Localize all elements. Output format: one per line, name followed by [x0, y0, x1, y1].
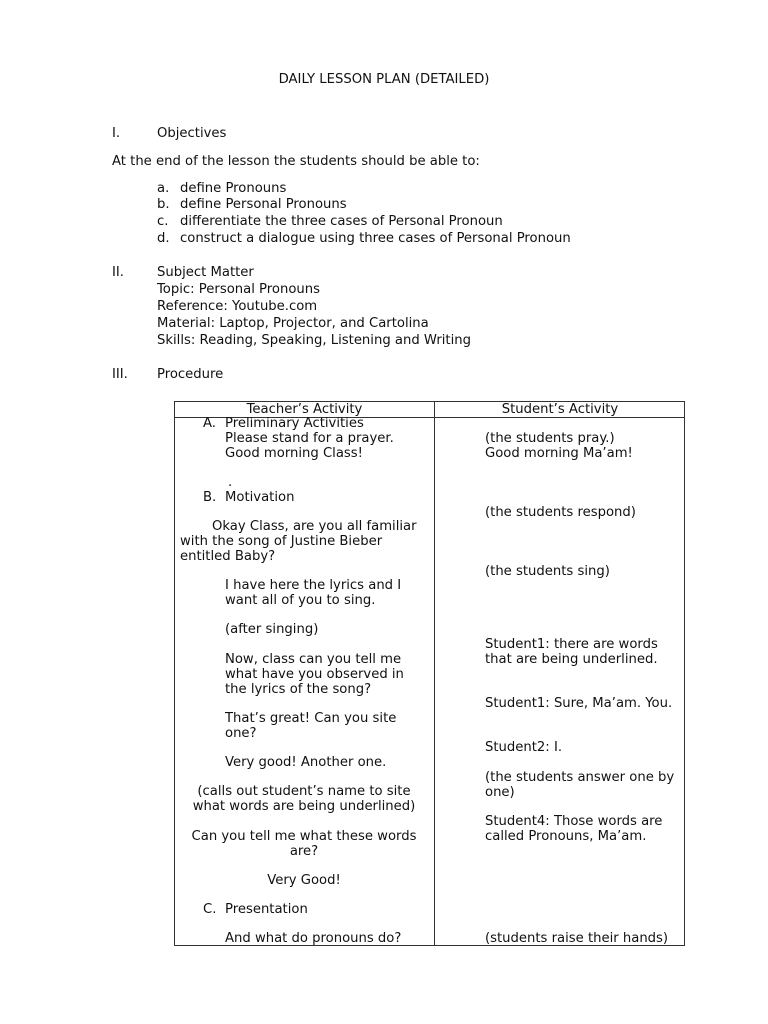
teacher-line: (after singing): [225, 622, 319, 637]
objective-item: define Personal Pronouns: [180, 197, 347, 212]
teacher-line: Can you tell me what these words: [191, 829, 417, 844]
motivation-label: Motivation: [225, 490, 295, 505]
section-2-number: II.: [112, 265, 124, 280]
student-line: (the students pray.): [485, 431, 615, 446]
student-line: one): [485, 785, 515, 800]
teacher-line: Please stand for a prayer.: [225, 431, 394, 446]
objectives-intro: At the end of the lesson the students should be able to:: [112, 154, 480, 169]
subject-material: Material: Laptop, Projector, and Cartolina: [157, 316, 429, 331]
subject-reference: Reference: Youtube.com: [157, 299, 318, 314]
section-letter: C.: [203, 902, 217, 917]
teacher-line: Very Good!: [267, 873, 341, 888]
objective-item: differentiate the three cases of Personal Pronoun: [180, 214, 503, 229]
student-line: called Pronouns, Ma’am.: [485, 829, 647, 844]
teacher-line: I have here the lyrics and I: [225, 578, 402, 593]
subject-topic: Topic: Personal Pronouns: [157, 282, 320, 297]
student-line: Student4: Those words are: [485, 814, 663, 829]
teacher-activity-header: Teacher’s Activity: [246, 402, 363, 417]
student-activity-header: Student’s Activity: [501, 402, 619, 417]
objective-letter: c.: [157, 214, 169, 229]
objective-item: define Pronouns: [180, 181, 287, 196]
student-line: (the students answer one by: [485, 770, 675, 785]
student-line: that are being underlined.: [485, 652, 658, 667]
teacher-line: Okay Class, are you all familiar: [212, 519, 417, 534]
section-3-number: III.: [112, 367, 128, 382]
section-3-heading: Procedure: [157, 367, 224, 382]
student-line: (the students respond): [485, 505, 636, 520]
student-line: (students raise their hands): [485, 931, 669, 946]
teacher-line: Very good! Another one.: [225, 755, 387, 770]
objective-item: construct a dialogue using three cases of Personal Pronoun: [180, 231, 571, 246]
preliminary-activities-label: Preliminary Activities: [225, 416, 364, 431]
objective-letter: a.: [157, 181, 170, 196]
column-divider: [434, 402, 435, 945]
presentation-label: Presentation: [225, 902, 308, 917]
objective-letter: d.: [157, 231, 170, 246]
section-letter: A.: [203, 416, 216, 431]
teacher-line: Now, class can you tell me: [225, 652, 402, 667]
teacher-line: what have you observed in: [225, 667, 404, 682]
teacher-line: That’s great! Can you site: [225, 711, 397, 726]
teacher-line: .: [228, 475, 233, 490]
teacher-line: are?: [289, 844, 319, 859]
subject-skills: Skills: Reading, Speaking, Listening and Writing: [157, 333, 471, 348]
section-2-heading: Subject Matter: [157, 265, 254, 280]
teacher-line: the lyrics of the song?: [225, 682, 372, 697]
student-line: Student1: there are words: [485, 637, 658, 652]
teacher-line: what words are being underlined): [192, 799, 416, 814]
student-line: Good morning Ma’am!: [485, 446, 633, 461]
teacher-line: with the song of Justine Bieber: [180, 534, 383, 549]
page-title: DAILY LESSON PLAN (DETAILED): [278, 72, 490, 87]
objective-letter: b.: [157, 197, 170, 212]
teacher-line: want all of you to sing.: [225, 593, 376, 608]
student-line: Student1: Sure, Ma’am. You.: [485, 696, 673, 711]
student-line: (the students sing): [485, 564, 610, 579]
teacher-line: Good morning Class!: [225, 446, 363, 461]
teacher-line: And what do pronouns do?: [225, 931, 402, 946]
teacher-line: one?: [225, 726, 257, 741]
teacher-line: (calls out student’s name to site: [197, 784, 411, 799]
section-1-heading: Objectives: [157, 126, 227, 141]
teacher-line: entitled Baby?: [180, 549, 276, 564]
student-line: Student2: I.: [485, 740, 563, 755]
section-letter: B.: [203, 490, 217, 505]
section-1-number: I.: [112, 126, 121, 141]
